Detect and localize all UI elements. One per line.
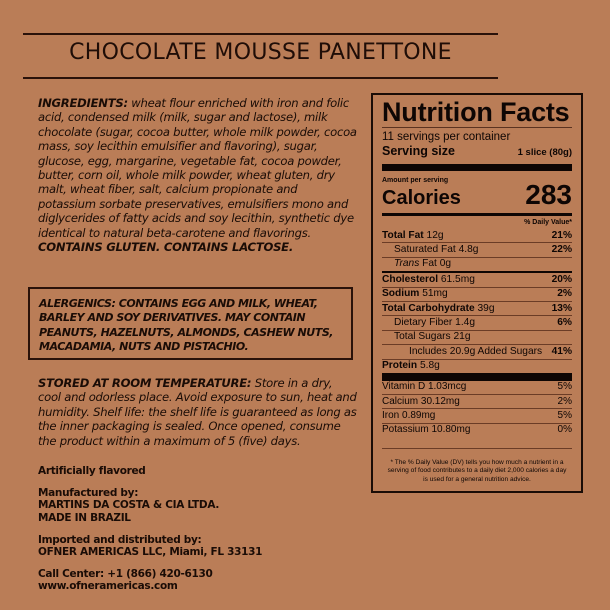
- thick-divider: [382, 164, 572, 171]
- storage-section: [38, 376, 358, 448]
- nutrient-name: Protein: [382, 360, 418, 372]
- nutrient-row-dietary-fiber: [382, 315, 572, 329]
- nutrient-name: Total Carbohydrate: [382, 302, 475, 314]
- manufacturer-name: MARTINS DA COSTA & CIA LTDA.: [38, 499, 220, 512]
- daily-value-footnote: * The % Daily Value (DV) tells you how much a nutrient in a serving of food contributes to a daily diet 2,000 calories a day is used for a general nutrition advice.: [382, 448, 572, 485]
- nutrient-name: Total Sugars: [394, 331, 451, 343]
- nutrient-name: Includes 20.9g Added Sugars: [409, 345, 543, 357]
- ingredients-text: wheat flour enriched with iron and folic acid, condensed milk (milk, sugar and lactose), milk chocolate (sugar, cocoa butter, whole milk powder, cocoa mass, soy lecithin emulsifier and flavoring), sugar, glucose, egg, margarine, vegetable fat, cocoa powder, butter, corn oil, whole milk powder, wheat gluten, dry malt, wheat fiber, salt, calcium propionate and potassium sorbate preservatives, emulsifiers mono and diglycerides of fatty acids and soy lecithin, synthetic dye identical to natural beta-carotene and flavorings.: [38, 96, 357, 240]
- nutrient-name: Dietary Fiber: [394, 316, 453, 328]
- vitamin-dv: 0%: [557, 423, 572, 435]
- nutrient-row-sodium: [382, 287, 572, 301]
- nutrient-row-protein: [382, 359, 572, 373]
- nutrient-amount: 39g: [477, 302, 495, 314]
- title-rule-top: [23, 33, 498, 35]
- nutrient-row-saturated-fat: [382, 242, 572, 256]
- manufacturer-block: [38, 487, 358, 524]
- calories-value: 283: [525, 179, 572, 210]
- nutrient-amount: 1.4g: [455, 316, 475, 328]
- company-info: [38, 465, 358, 603]
- nutrient-amount: 12g: [426, 229, 444, 241]
- manufactured-label: Manufactured by:: [38, 487, 139, 500]
- storage-text: Store in a dry, cool and odorless place. Avoid exposure to sun, heat and humidity. Shelf life: the shelf life is guaranteed as long as the inner packaging is sealed. Once opened, consume the product within a maximum of 5 (five) days.: [38, 376, 357, 448]
- imported-label: Imported and distributed by:: [38, 533, 202, 546]
- nutrition-facts-panel: [371, 93, 583, 493]
- nutrient-dv: 13%: [551, 302, 572, 314]
- contact-block: [38, 568, 358, 592]
- contains-statement: CONTAINS GLUTEN. CONTAINS LACTOSE.: [38, 240, 294, 255]
- divider: [382, 127, 572, 128]
- daily-value-header: % Daily Value*: [524, 219, 572, 226]
- nutrient-dv: 21%: [551, 229, 572, 241]
- vitamin-label: Calcium 30.12mg: [382, 395, 460, 407]
- nutrient-amount: 5.8g: [419, 360, 440, 372]
- nutrient-row-added-sugars: [382, 344, 572, 358]
- vitamin-label: Vitamin D 1.03mcg: [382, 381, 467, 393]
- storage-label: STORED AT ROOM TEMPERATURE:: [38, 376, 252, 390]
- nutrient-dv: 20%: [551, 273, 572, 285]
- flavor-note: Artificially flavored: [38, 465, 146, 477]
- nutrition-title: Nutrition Facts: [382, 97, 570, 127]
- vitamin-row-calcium: [382, 394, 572, 408]
- nutrient-row-total-fat: [382, 229, 572, 242]
- origin: MADE IN BRAZIL: [38, 511, 131, 524]
- nutrient-amount: Fat 0g: [422, 258, 452, 270]
- servings-per-container: 11 servings per container: [382, 131, 511, 143]
- amount-per-serving: Amount per serving: [382, 177, 449, 184]
- nutrient-name: Sodium: [382, 288, 420, 300]
- call-center: Call Center: +1 (866) 420-6130: [38, 568, 213, 581]
- nutrient-row-cholesterol: [382, 271, 572, 286]
- nutrient-row-total-sugars: [382, 330, 572, 344]
- vitamin-label: Potassium 10.80mg: [382, 423, 471, 435]
- vitamin-dv: 2%: [557, 395, 572, 407]
- ingredients-section: [38, 96, 358, 254]
- nutrient-name: Trans: [394, 258, 420, 270]
- nutrient-amount: 51mg: [422, 288, 448, 300]
- nutrient-dv: 41%: [551, 345, 572, 357]
- nutrient-row-total-carbohydrate: [382, 301, 572, 315]
- vitamin-row-vitamin-d: [382, 381, 572, 394]
- serving-size-label: Serving size: [382, 144, 455, 158]
- calories-label: Calories: [382, 187, 461, 209]
- importer-name: OFNER AMERICAS LLC, Miami, FL 33131: [38, 546, 263, 559]
- nutrient-name: Total Fat: [382, 229, 424, 241]
- serving-size-row: [382, 144, 572, 160]
- vitamin-row-potassium: [382, 423, 572, 437]
- thick-divider: [382, 373, 572, 381]
- nutrient-dv: 2%: [557, 288, 572, 300]
- vitamin-dv: 5%: [557, 409, 572, 421]
- title-rule-bottom: [23, 77, 498, 79]
- vitamin-dv: 5%: [557, 381, 572, 393]
- vitamin-label: Iron 0.89mg: [382, 409, 436, 421]
- nutrient-name: Saturated Fat: [394, 243, 456, 255]
- vitamin-row-iron: [382, 408, 572, 422]
- allergen-box: [28, 287, 353, 360]
- product-title: CHOCOLATE MOUSSE PANETTONE: [69, 40, 452, 65]
- nutrient-dv: 6%: [557, 316, 572, 328]
- allergen-text: ALERGENICS: CONTAINS EGG AND MILK, WHEAT, BARLEY AND SOY DERIVATIVES. MAY CONTAIN PEANUTS, HAZELNUTS, ALMONDS, CASHEW NUTS, MACADAMIA, NUTS AND PISTACHIO.: [39, 297, 334, 353]
- serving-size-value: 1 slice (80g): [517, 147, 572, 158]
- importer-block: [38, 534, 358, 558]
- nutrient-amount: 21g: [453, 331, 471, 343]
- nutrient-name: Cholesterol: [382, 273, 439, 285]
- ingredients-label: INGREDIENTS:: [38, 96, 128, 110]
- website-link[interactable]: www.ofneramericas.com: [38, 580, 178, 593]
- nutrient-amount: 61.5mg: [440, 273, 475, 285]
- nutrient-row-trans-fat: [382, 257, 572, 271]
- nutrient-dv: 22%: [551, 243, 572, 255]
- nutrient-amount: 4.8g: [458, 243, 479, 255]
